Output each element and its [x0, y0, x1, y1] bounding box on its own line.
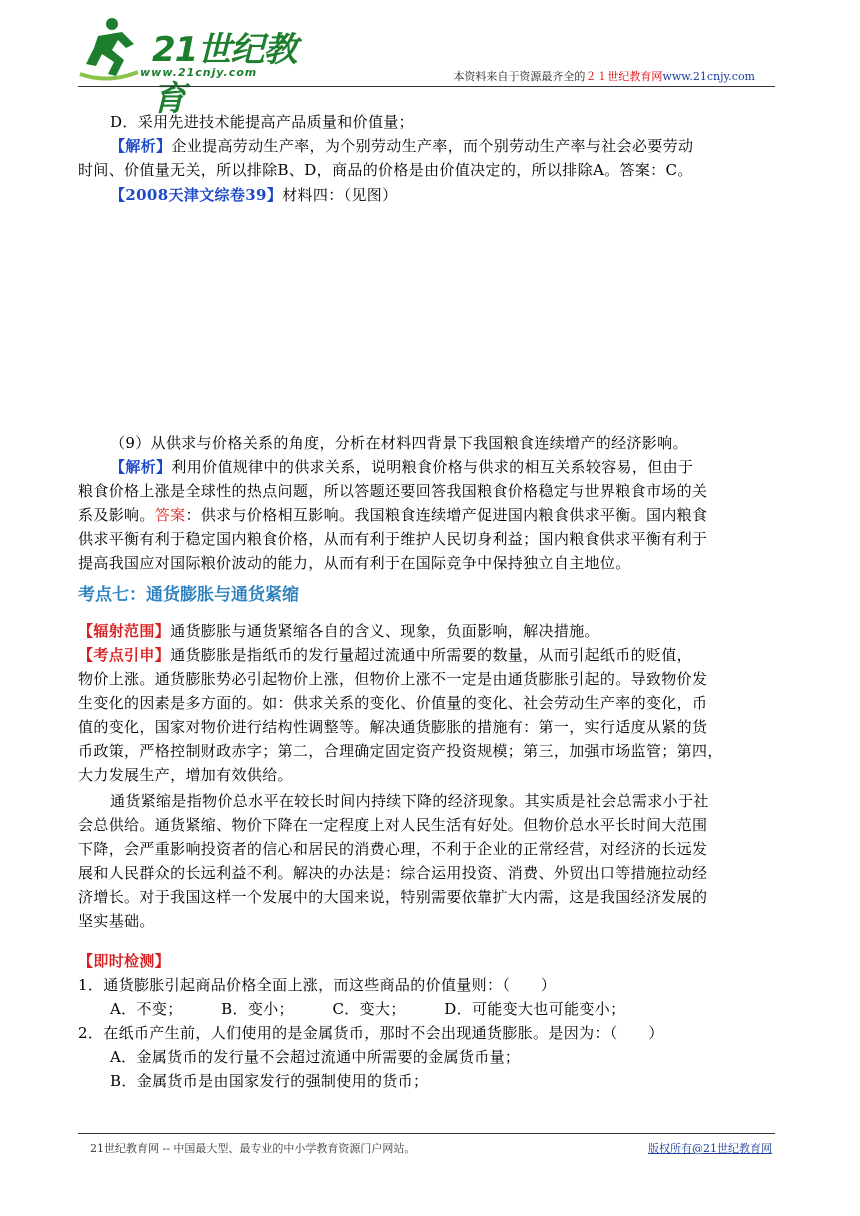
deflation-line-3: 下降，会严重影响投资者的信心和居民的消费心理，不利于企业的正常经营，对经济的长远发	[78, 840, 708, 858]
question-9: （9）从供求与价格关系的角度，分析在材料四背景下我国粮食连续增产的经济影响。	[110, 434, 688, 452]
logo-title: 21世纪教育	[152, 30, 297, 119]
footer-site-description: 21世纪教育网 -- 中国最大型、最专业的中小学教育资源门户网站。	[90, 1142, 416, 1155]
analysis-2-line-1	[110, 455, 810, 479]
deflation-line-6: 坚实基础。	[78, 912, 155, 930]
header-note-site: ２１世纪教育网	[585, 70, 663, 83]
analysis-1-text: 企业提高劳动生产率，为个别劳动生产率，而个别劳动生产率与社会必要劳动	[171, 137, 694, 155]
analysis-2-line-4: 供求平衡有利于稳定国内粮食价格，从而有利于维护人民切身利益；国内粮食供求平衡有利于	[78, 530, 708, 548]
figure-placeholder	[110, 210, 710, 420]
analysis-2-line-3-b: ：供求与价格相互影响。我国粮食连续增产促进国内粮食供求平衡。国内粮食	[185, 506, 708, 524]
question-2-option-a: A．金属货币的发行量不会超过流通中所需要的金属货币量；	[110, 1048, 521, 1066]
extend-tag: 【考点引申】	[78, 646, 171, 664]
header-divider	[78, 86, 775, 87]
scope-line	[78, 619, 778, 643]
deflation-line-5: 济增长。对于我国这样一个发展中的大国来说，特别需要依靠扩大内需，这是我国经济发展的	[78, 888, 708, 906]
analysis-2-line-5: 提高我国应对国际粮价波动的能力，从而有利于在国际竞争中保持独立自主地位。	[78, 554, 631, 572]
scope-text: 通货膨胀与通货紧缩各自的含义、现象，负面影响，解决措施。	[170, 622, 600, 640]
answer-label: 答案	[154, 506, 186, 524]
extend-line-2: 物价上涨。通货膨胀势必引起物价上涨，但物价上涨不一定是由通货膨胀引起的。导致物价发	[78, 670, 708, 688]
source-text: 材料四：（见图）	[282, 186, 398, 204]
analysis-tag: 【解析】	[110, 458, 172, 476]
check-heading	[78, 949, 778, 973]
extend-line-1	[78, 643, 778, 667]
extend-line-3: 生变化的因素是多方面的。如：供求关系的变化、价值量的变化、社会劳动生产率的变化，币	[78, 694, 708, 712]
deflation-line-1: 通货紧缩是指物价总水平在较长时间内持续下降的经济现象。其实质是社会总需求小于社	[110, 792, 709, 810]
scope-tag: 【辐射范围】	[78, 622, 171, 640]
question-2-option-b: B．金属货币是由国家发行的强制使用的货币；	[110, 1072, 429, 1090]
analysis-2-line-2: 粮食价格上涨是全球性的热点问题，所以答题还要回答我国粮食价格稳定与世界粮食市场的关	[78, 482, 708, 500]
option-d: D．采用先进技术能提高产品质量和价值量；	[110, 113, 415, 131]
analysis-2-line-3	[78, 503, 778, 527]
deflation-line-2: 会总供给。通货紧缩、物价下降在一定程度上对人民生活有好处。但物价总水平长时间大范围	[78, 816, 708, 834]
source-line	[110, 183, 810, 207]
header-note-url[interactable]: www.21cnjy.com	[662, 70, 755, 83]
analysis-1-line-1	[110, 134, 810, 158]
analysis-2-text: 利用价值规律中的供求关系，说明粮食价格与供求的相互关系较容易，但由于	[171, 458, 694, 476]
deflation-line-4: 展和人民群众的长远利益不利。解决的办法是：综合运用投资、消费、外贸出口等措施拉动经	[78, 864, 708, 882]
question-1: 1．通货膨胀引起商品价格全面上涨，而这些商品的价值量则：（ ）	[78, 976, 557, 994]
extend-line-4: 值的变化，国家对物价进行结构性调整等。解决通货膨胀的措施有：第一，实行适度从紧的货	[78, 718, 708, 736]
footer-divider	[78, 1133, 775, 1134]
site-logo	[78, 14, 318, 119]
analysis-1-line-2: 时间、价值量无关，所以排除B、D，商品的价格是由价值决定的，所以排除A。答案：C。	[78, 161, 693, 179]
footer-copyright-link[interactable]: 版权所有@21世纪教育网	[648, 1142, 772, 1155]
analysis-2-line-3-a: 系及影响。	[78, 506, 155, 524]
page-header	[0, 0, 860, 119]
source-tag: 【2008天津文综卷39】	[110, 186, 283, 204]
header-source-note	[453, 68, 755, 84]
header-note-prefix: 本资料来自于资源最齐全的	[453, 70, 586, 83]
extend-line-5: 币政策，严格控制财政赤字；第二，合理确定固定资产投资规模；第三，加强市场监管；第四，	[78, 742, 723, 760]
question-1-options: A．不变； B．变小； C．变大； D．可能变大也可能变小；	[110, 1000, 626, 1018]
extend-text: 通货膨胀是指纸币的发行量超过流通中所需要的数量，从而引起纸币的贬值，	[170, 646, 693, 664]
extend-line-6: 大力发展生产，增加有效供给。	[78, 766, 293, 784]
logo-url: www.21cnjy.com	[140, 66, 258, 79]
check-tag: 【即时检测】	[78, 952, 171, 970]
analysis-tag: 【解析】	[110, 137, 172, 155]
question-2: 2．在纸币产生前，人们使用的是金属货币，那时不会出现通货膨胀。是因为：（ ）	[78, 1024, 664, 1042]
section-heading-7: 考点七：通货膨胀与通货紧缩	[78, 585, 299, 605]
